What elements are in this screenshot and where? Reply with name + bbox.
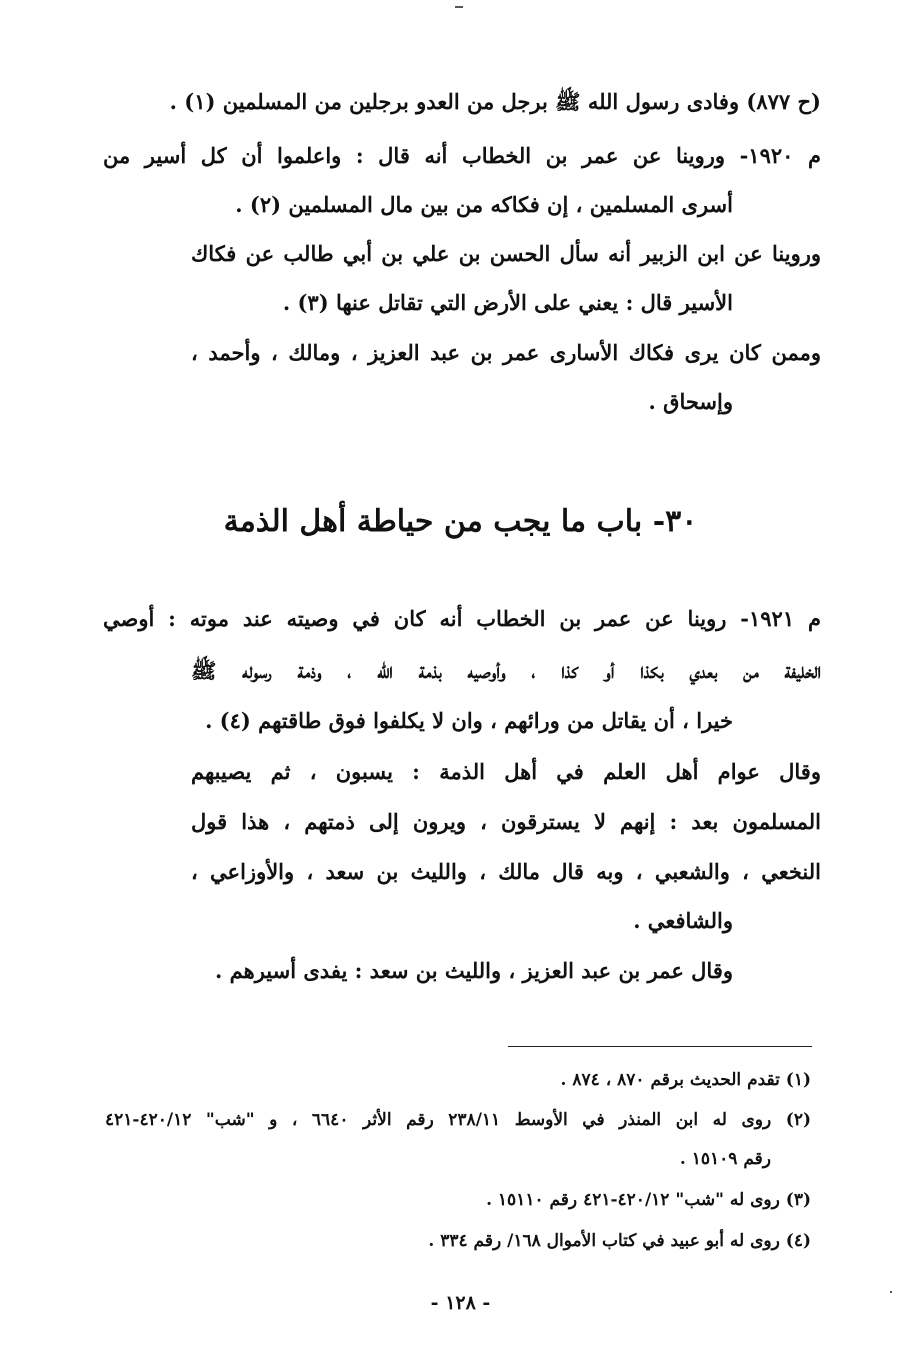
- footnote-2-continued: رقم ١٥١٠٩ .: [679, 1149, 771, 1169]
- text-line: وروينا عن ابن الزبير أنه سأل الحسن بن علي بن أبي طالب عن فكاك: [191, 241, 821, 266]
- text-line: النخعي ، والشعبي ، وبه قال مالك ، والليث بن سعد ، والأوزاعي ،: [191, 859, 821, 884]
- text-line: وقال عوام أهل العلم في أهل الذمة : يسبون ، ثم يصيبهم: [191, 759, 821, 784]
- text-line: خيرا ، أن يقاتل من ورائهم ، وان لا يكلفوا فوق طاقتهم (٤) .: [205, 708, 733, 733]
- text-line-1921-start: م ١٩٢١- روينا عن عمر بن الخطاب أنه كان في وصيته عند موته : أوصي: [103, 606, 821, 631]
- text-line: والشافعي .: [633, 908, 733, 933]
- text-line-hadith-877: (ح ٨٧٧) وفادى رسول الله ﷺ برجل من العدو برجلين من المسلمين (١) .: [169, 89, 821, 114]
- scan-speck: [890, 1291, 892, 1293]
- page-number: - ١٢٨ -: [430, 1292, 491, 1314]
- footnote-4: (٤) روى له أبو عبيد في كتاب الأموال ١٦٨/ رقم ٣٣٤ .: [428, 1231, 811, 1251]
- text-line: أسرى المسلمين ، إن فكاكه من بين مال المسلمين (٢) .: [235, 192, 733, 217]
- text-line: وقال عمر بن عبد العزيز ، والليث بن سعد : يفدى أسيرهم .: [215, 958, 733, 983]
- text-line: وممن كان يرى فكاك الأسارى عمر بن عبد العزيز ، ومالك ، وأحمد ،: [191, 340, 821, 365]
- text-line-1920-start: م ١٩٢٠- وروينا عن عمر بن الخطاب أنه قال : واعلموا أن كل أسير من: [103, 143, 821, 168]
- scan-speck: [455, 6, 463, 8]
- text-line: الأسير قال : يعني على الأرض التي تقاتل عنها (٣) .: [282, 290, 733, 315]
- footnote-1: (١) تقدم الحديث برقم ٨٧٠ ، ٨٧٤ .: [560, 1070, 811, 1090]
- text-line: وإسحاق .: [648, 389, 733, 414]
- footnote-2: (٢) روى له ابن المنذر في الأوسط ٢٣٨/١١ رقم الأثر ٦٦٤٠ ، و "شب" ٤٢٠/١٢-٤٢١: [105, 1110, 811, 1130]
- text-line: المسلمون بعد : إنهم لا يسترقون ، ويرون إلى ذمتهم ، هذا قول: [191, 809, 821, 834]
- section-title: ٣٠- باب ما يجب من حياطة أهل الذمة: [223, 504, 698, 539]
- text-line: الخليفة من بعدي بكذا أو كذا ، وأوصيه بذمة الله ، وذمة رسوله ﷺ: [191, 658, 821, 683]
- footnote-3: (٣) روى له "شب" ٤٢٠/١٢-٤٢١ رقم ١٥١١٠ .: [486, 1190, 811, 1210]
- footnote-separator: [508, 1046, 812, 1047]
